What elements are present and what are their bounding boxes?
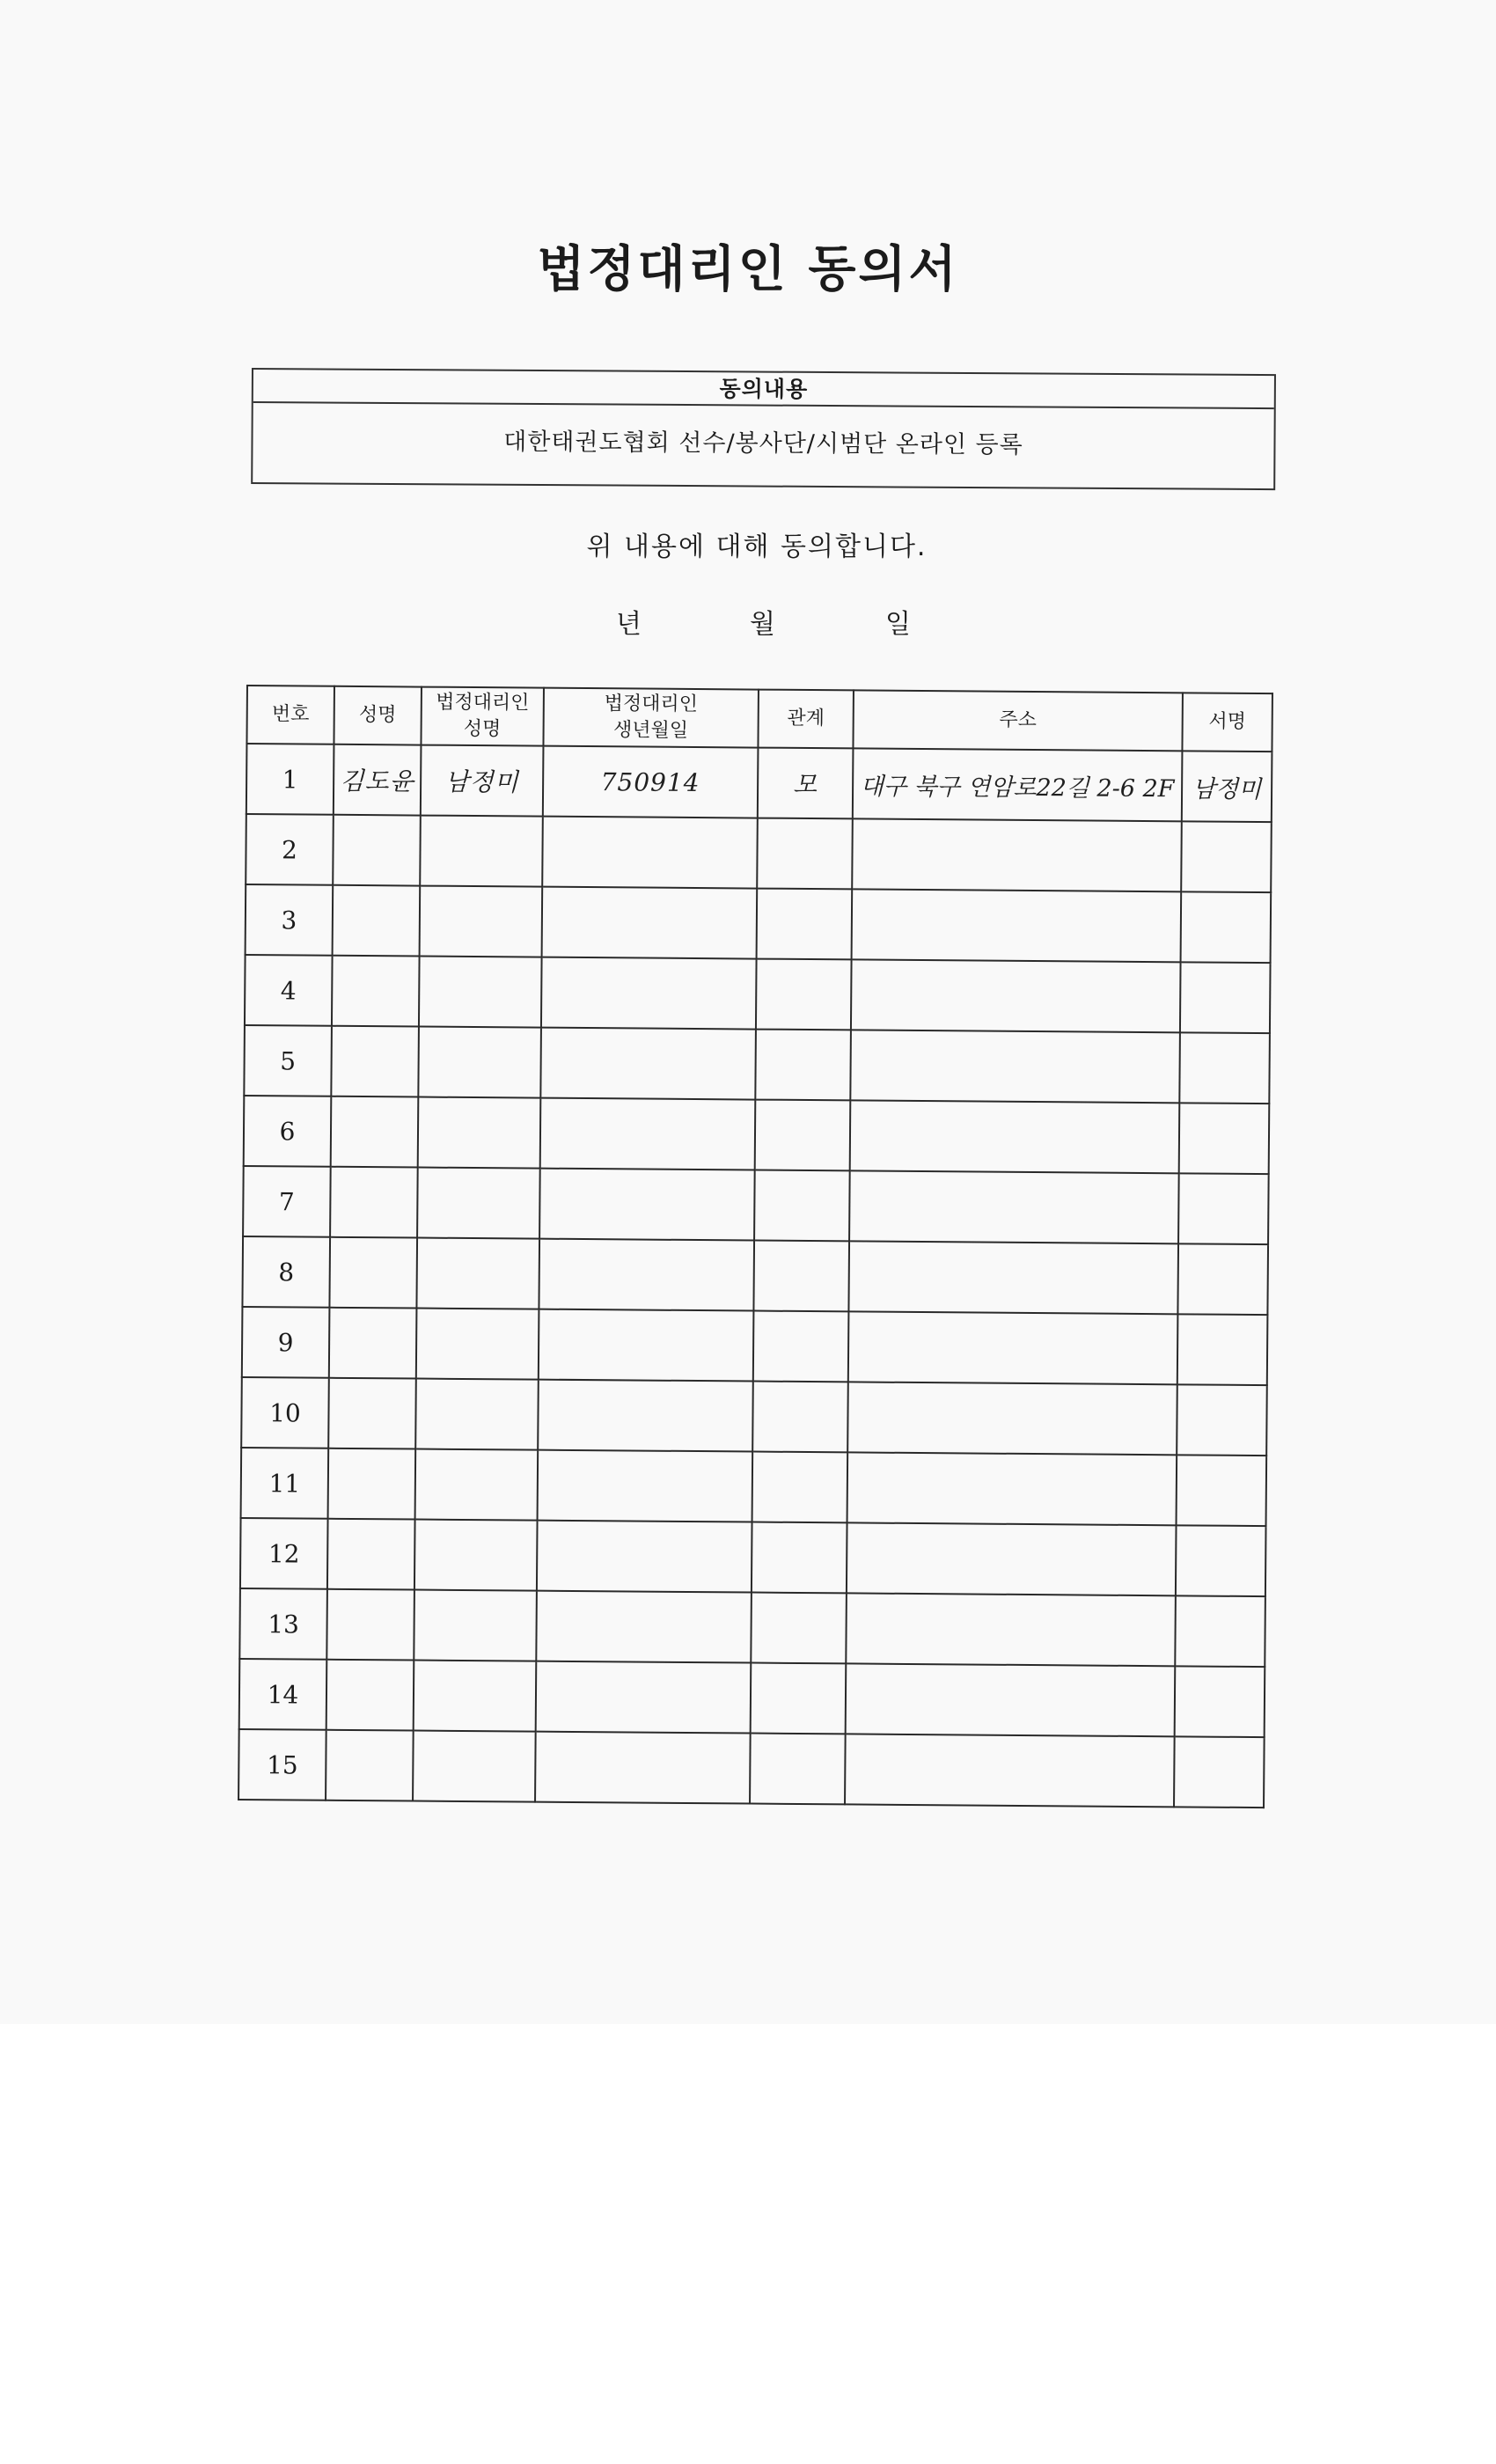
applicant-name-cell [332, 956, 420, 1027]
row-number-cell: 15 [238, 1729, 326, 1800]
guardian-name-cell [418, 1097, 541, 1169]
signature-cell [1175, 1595, 1265, 1667]
guardian-birth-cell [538, 1380, 753, 1452]
relation-cell [757, 818, 853, 890]
col-header-signature: 서명 [1182, 693, 1272, 752]
guardian-name-cell [414, 1661, 537, 1732]
col-header-guardian-name [421, 687, 544, 746]
document-title: 법정대리인 동의서 [537, 240, 959, 298]
relation-cell [756, 959, 852, 1030]
signature-cell [1179, 1032, 1270, 1104]
guardian-name-cell [415, 1379, 539, 1450]
table-row [243, 1166, 1269, 1244]
guardian-birth-cell [542, 817, 758, 889]
signature-cell [1181, 891, 1272, 963]
blank-margin [0, 2024, 1496, 2464]
guardian-name-cell: 남정미 [421, 745, 544, 817]
guardian-birth-cell [536, 1661, 752, 1734]
col-header-relation: 관계 [758, 690, 854, 749]
table-row [242, 1236, 1268, 1315]
guardian-birth-cell [539, 1169, 755, 1241]
relation-cell [755, 1030, 851, 1101]
table-row [246, 814, 1272, 892]
applicant-name-cell: 김도윤 [334, 744, 422, 816]
address-cell [851, 959, 1181, 1032]
relation-cell: 모 [758, 748, 854, 819]
signature-cell [1181, 821, 1272, 892]
applicant-name-cell [329, 1308, 417, 1379]
address-cell [852, 889, 1182, 962]
address-cell [852, 818, 1182, 891]
table-row [244, 1025, 1270, 1104]
applicant-name-cell [333, 815, 421, 886]
col-header-guardian-birth-line2: 생년월일 [612, 719, 689, 742]
table-row [244, 1096, 1270, 1174]
table-body [238, 744, 1272, 1808]
signer-table-wrap [238, 685, 1273, 1808]
address-cell [847, 1452, 1177, 1525]
row-number-cell: 7 [243, 1166, 331, 1237]
table-row [239, 1659, 1265, 1737]
relation-cell [753, 1241, 849, 1312]
relation-cell [753, 1311, 849, 1382]
row-number-cell: 14 [239, 1659, 327, 1730]
row-number-cell: 6 [244, 1096, 332, 1167]
table-header-row [246, 686, 1272, 752]
row-number-cell: 4 [245, 955, 333, 1026]
signature-cell [1177, 1314, 1268, 1385]
guardian-birth-cell [535, 1732, 751, 1804]
relation-cell [752, 1382, 848, 1453]
guardian-name-cell [414, 1520, 538, 1591]
agree-statement: 위 내용에 대해 동의합니다. [586, 532, 928, 562]
table-row [241, 1377, 1267, 1456]
guardian-birth-cell [542, 887, 758, 959]
address-cell [849, 1170, 1179, 1243]
col-header-name: 성명 [334, 686, 422, 745]
table-row [240, 1518, 1266, 1596]
relation-cell [751, 1663, 847, 1734]
applicant-name-cell [333, 885, 421, 957]
address-cell [846, 1663, 1176, 1736]
applicant-name-cell [328, 1448, 416, 1520]
address-cell [848, 1241, 1178, 1314]
address-cell [848, 1311, 1178, 1384]
relation-cell [750, 1734, 846, 1805]
date-year-label: 년 [616, 609, 642, 640]
date-day-label: 일 [885, 609, 911, 640]
row-number-cell: 1 [246, 744, 334, 815]
row-number-cell: 3 [246, 884, 334, 956]
signature-cell [1175, 1666, 1265, 1737]
address-cell: 대구 북구 연암로22길 2-6 2F [853, 748, 1183, 821]
applicant-name-cell [331, 1096, 419, 1168]
guardian-birth-cell [540, 1028, 756, 1100]
guardian-birth-cell [539, 1239, 754, 1311]
relation-cell [757, 889, 853, 960]
address-cell [850, 1030, 1180, 1103]
guardian-name-cell [418, 1027, 541, 1098]
applicant-name-cell [328, 1378, 416, 1449]
guardian-name-cell [419, 957, 542, 1028]
guardian-name-cell [417, 1168, 540, 1239]
applicant-name-cell [326, 1660, 414, 1731]
signature-cell [1179, 1103, 1270, 1174]
signature-cell: 남정미 [1182, 751, 1272, 822]
signature-cell [1177, 1384, 1267, 1456]
address-cell [847, 1382, 1177, 1455]
address-cell [845, 1734, 1175, 1807]
row-number-cell: 9 [242, 1307, 330, 1378]
relation-cell [752, 1522, 847, 1594]
guardian-name-cell [420, 886, 543, 957]
signature-cell [1178, 1173, 1269, 1244]
guardian-birth-cell [539, 1309, 754, 1382]
col-header-address: 주소 [853, 690, 1183, 751]
guardian-name-cell [420, 816, 543, 887]
guardian-name-cell [416, 1309, 539, 1380]
row-number-cell: 12 [240, 1518, 328, 1589]
table-row [246, 884, 1272, 963]
address-cell [847, 1522, 1177, 1595]
row-number-cell: 13 [239, 1588, 327, 1660]
signature-cell [1180, 962, 1271, 1033]
signature-cell [1177, 1243, 1268, 1315]
applicant-name-cell [331, 1026, 419, 1097]
row-number-cell: 11 [241, 1448, 329, 1519]
address-cell [850, 1100, 1180, 1173]
guardian-birth-cell [541, 957, 757, 1030]
table-row [245, 955, 1271, 1033]
guardian-name-cell [413, 1731, 536, 1802]
consent-body: 대한태권도협회 선수/봉사단/시범단 온라인 등록 [503, 428, 1023, 459]
applicant-name-cell [326, 1589, 414, 1661]
signer-table [238, 685, 1273, 1808]
guardian-birth-cell [538, 1450, 753, 1522]
relation-cell [752, 1452, 848, 1523]
table-row [238, 1729, 1265, 1808]
table-row [242, 1307, 1268, 1385]
guardian-name-cell [414, 1590, 537, 1661]
applicant-name-cell [326, 1730, 414, 1801]
col-header-guardian-name-line1: 법정대리인 [436, 691, 530, 715]
relation-cell [751, 1593, 847, 1664]
consent-box [251, 368, 1276, 490]
guardian-name-cell [415, 1449, 539, 1521]
signature-cell [1174, 1736, 1265, 1808]
col-header-guardian-birth [543, 688, 759, 748]
table-row [241, 1448, 1267, 1526]
applicant-name-cell [330, 1167, 418, 1238]
col-header-guardian-birth-line1: 법정대리인 [604, 693, 699, 716]
table-row [246, 744, 1272, 822]
signature-cell [1176, 1525, 1266, 1596]
consent-header: 동의내용 [253, 370, 1274, 409]
row-number-cell: 5 [244, 1025, 332, 1096]
signature-cell [1177, 1455, 1267, 1526]
applicant-name-cell [327, 1519, 415, 1590]
relation-cell [754, 1170, 850, 1242]
relation-cell [755, 1100, 851, 1171]
col-header-number: 번호 [246, 686, 334, 744]
guardian-birth-cell: 750914 [543, 746, 759, 818]
address-cell [846, 1593, 1176, 1666]
applicant-name-cell [329, 1237, 417, 1309]
row-number-cell: 8 [242, 1236, 330, 1308]
table-row [239, 1588, 1265, 1667]
row-number-cell: 2 [246, 814, 334, 885]
guardian-birth-cell [536, 1591, 752, 1663]
row-number-cell: 10 [241, 1377, 329, 1448]
guardian-name-cell [416, 1238, 539, 1309]
date-month-label: 월 [750, 609, 775, 640]
guardian-birth-cell [537, 1521, 752, 1593]
guardian-birth-cell [540, 1098, 756, 1170]
col-header-guardian-name-line2: 성명 [463, 717, 502, 741]
